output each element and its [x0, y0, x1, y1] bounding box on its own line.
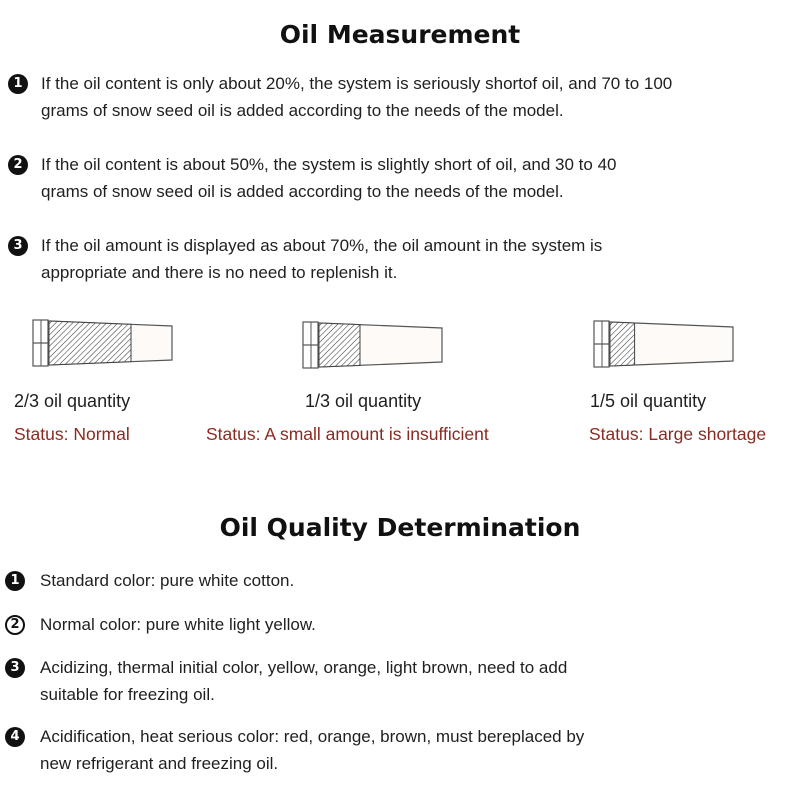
quality-item-text — [40, 567, 795, 594]
quality-item-line: new refrigerant and freezing oil. — [40, 754, 279, 773]
quality-item-line: Acidizing, thermal initial color, yellow, orange, light brown, need to add — [40, 658, 568, 677]
oil-gauge-two-thirds — [32, 318, 174, 368]
gauge-tube-icon — [303, 322, 442, 368]
quality-item-text — [40, 654, 795, 708]
number-badge-1: 1 — [5, 571, 25, 591]
oil-gauge-one-third — [302, 320, 444, 370]
measurement-item-line: qrams of snow seed oil is added according to the needs of the model. — [41, 182, 564, 201]
measurement-item-line: If the oil amount is displayed as about 70%, the oil amount in the system is — [41, 236, 603, 255]
measurement-item-text — [41, 232, 796, 286]
gauge-label-3: 1/5 oil quantity — [590, 391, 707, 411]
number-badge-3: 3 — [5, 658, 25, 678]
gauge-status-3: Status: Large shortage — [589, 424, 767, 444]
gauge-label-2: 1/3 oil quantity — [305, 391, 422, 411]
gauge-oil-fill — [319, 323, 360, 367]
measurement-item-line: If the oil content is only about 20%, the system is seriously shortof oil, and 70 to 100 — [41, 74, 673, 93]
quality-item-line: Normal color: pure white light yellow. — [40, 615, 316, 634]
number-badge-3: 3 — [8, 236, 28, 256]
gauge-oil-fill — [49, 321, 131, 365]
oil-quality-title: Oil Quality Determination — [219, 513, 581, 542]
number-badge-2: 2 — [8, 155, 28, 175]
number-badge-4: 4 — [5, 727, 25, 747]
measurement-item-line: appropriate and there is no need to replenish it. — [41, 263, 398, 282]
gauge-status-1: Status: Normal — [14, 424, 130, 444]
gauge-oil-fill — [610, 322, 635, 366]
number-badge-1: 1 — [8, 74, 28, 94]
quality-item-line: Standard color: pure white cotton. — [40, 571, 295, 590]
quality-item-text — [40, 611, 795, 638]
gauge-tube-icon — [594, 321, 733, 367]
oil-gauge-one-fifth — [593, 319, 735, 369]
measurement-item-line: If the oil content is about 50%, the system is slightly short of oil, and 30 to 40 — [41, 155, 617, 174]
measurement-item-line: grams of snow seed oil is added according to the needs of the model. — [41, 101, 564, 120]
quality-item-line: Acidification, heat serious color: red, orange, brown, must bereplaced by — [40, 727, 585, 746]
quality-item-text — [40, 723, 795, 777]
gauge-tube-icon — [33, 320, 172, 366]
gauge-label-1: 2/3 oil quantity — [14, 391, 131, 411]
oil-measurement-title: Oil Measurement — [279, 20, 521, 49]
measurement-item-text — [41, 151, 796, 205]
measurement-item-text — [41, 70, 796, 124]
number-badge-2: 2 — [5, 615, 25, 635]
quality-item-line: suitable for freezing oil. — [40, 685, 215, 704]
gauge-status-2: Status: A small amount is insufficient — [206, 424, 489, 444]
